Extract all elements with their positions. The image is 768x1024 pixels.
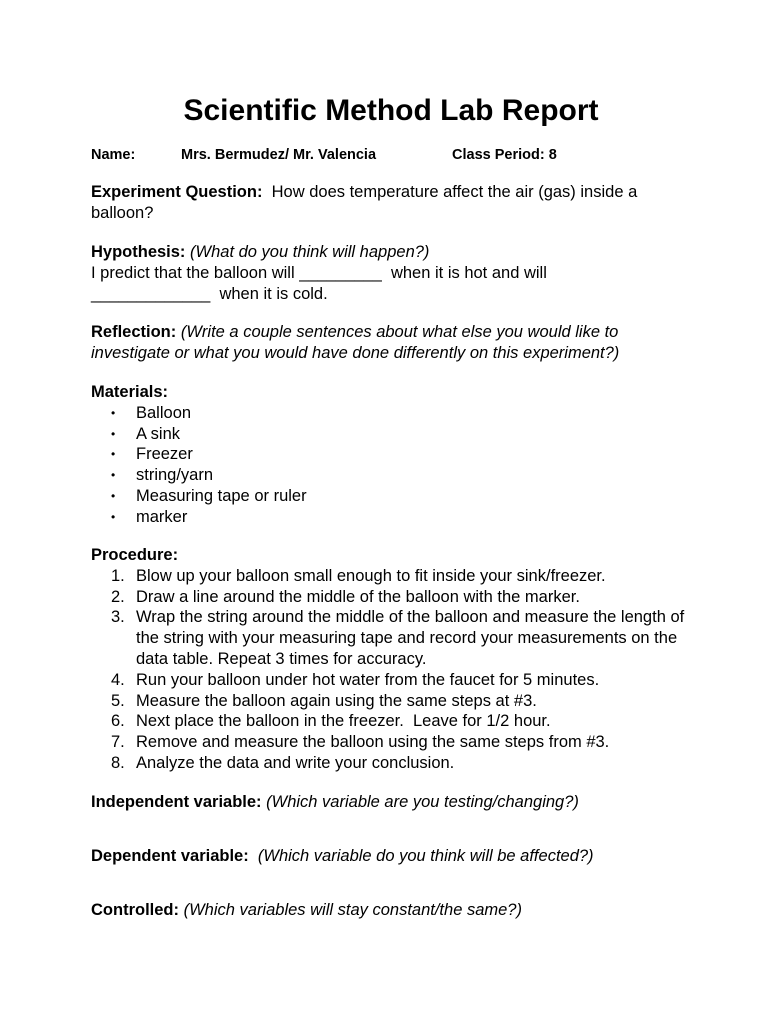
independent-prompt: (Which variable are you testing/changing?): [266, 793, 579, 811]
hypothesis-label: Hypothesis:: [91, 243, 186, 261]
procedure-step: 1. Blow up your balloon small enough to fit inside your sink/freezer.: [111, 566, 606, 585]
list-item: • Balloon: [111, 403, 192, 422]
list-item: • Freezer: [111, 445, 193, 464]
bullet-icon: •: [111, 509, 116, 524]
list-item: • string/yarn: [111, 466, 214, 485]
independent-label: Independent variable:: [91, 793, 262, 811]
procedure-step: 5. Measure the balloon again using the same steps at #3.: [111, 691, 537, 710]
dependent-variable: [91, 846, 691, 867]
page-title: Scientific Method Lab Report: [183, 94, 599, 127]
procedure-step: 2. Draw a line around the middle of the balloon with the marker.: [111, 587, 580, 606]
list-item: • Measuring tape or ruler: [111, 486, 307, 505]
procedure-step: 7. Remove and measure the balloon using the same steps from #3.: [111, 733, 610, 752]
bullet-icon: •: [111, 405, 116, 420]
independent-variable: [91, 792, 691, 813]
hypothesis-prompt: (What do you think will happen?): [190, 243, 430, 261]
hypothesis-line-1: I predict that the balloon will _________ when it is hot and will: [91, 263, 547, 282]
bullet-icon: •: [111, 468, 116, 483]
list-item: • A sink: [111, 424, 181, 443]
list-item: • marker: [111, 507, 188, 526]
question-label: Experiment Question:: [91, 183, 263, 201]
bullet-icon: •: [111, 447, 116, 462]
bullet-icon: •: [111, 488, 116, 503]
dependent-prompt: (Which variable do you think will be affected?): [257, 847, 594, 865]
procedure-label: Procedure:: [91, 546, 179, 564]
reflection-label: Reflection:: [91, 323, 177, 341]
procedure-step: 8. Analyze the data and write your conclusion.: [111, 753, 455, 772]
teacher-names: Mrs. Bermudez/ Mr. Valencia: [181, 147, 377, 163]
materials-section: [91, 382, 691, 528]
hypothesis-section: [91, 242, 691, 304]
hypothesis-line-2: _____________ when it is cold.: [91, 284, 328, 303]
procedure-step: 4. Run your balloon under hot water from the faucet for 5 minutes.: [111, 670, 600, 689]
dependent-label: Dependent variable:: [91, 847, 249, 865]
controlled-variables: [91, 900, 691, 921]
reflection-prompt: (Write a couple sentences about what else you would like to investigate or what you would have done differently on this experiment?): [91, 323, 620, 362]
name-label: Name:: [91, 147, 136, 163]
procedure-section: [91, 545, 691, 774]
procedure-step: 3. Wrap the string around the middle of the balloon and measure the length of the string with your measuring tape and record your measurements on the data table. Repeat 3 times for accuracy.: [111, 608, 685, 668]
procedure-list: [91, 566, 691, 774]
experiment-question: [91, 182, 691, 224]
bullet-icon: •: [111, 426, 116, 441]
controlled-prompt: (Which variables will stay constant/the same?): [183, 901, 522, 919]
materials-list: [91, 403, 691, 528]
question-text: How does temperature affect the air (gas) inside a balloon?: [91, 183, 638, 222]
procedure-step: 6. Next place the balloon in the freezer. Leave for 1/2 hour.: [111, 712, 551, 731]
reflection-section: [91, 322, 691, 364]
controlled-label: Controlled:: [91, 901, 179, 919]
class-period: Class Period: 8: [452, 147, 557, 163]
materials-label: Materials:: [91, 383, 169, 401]
